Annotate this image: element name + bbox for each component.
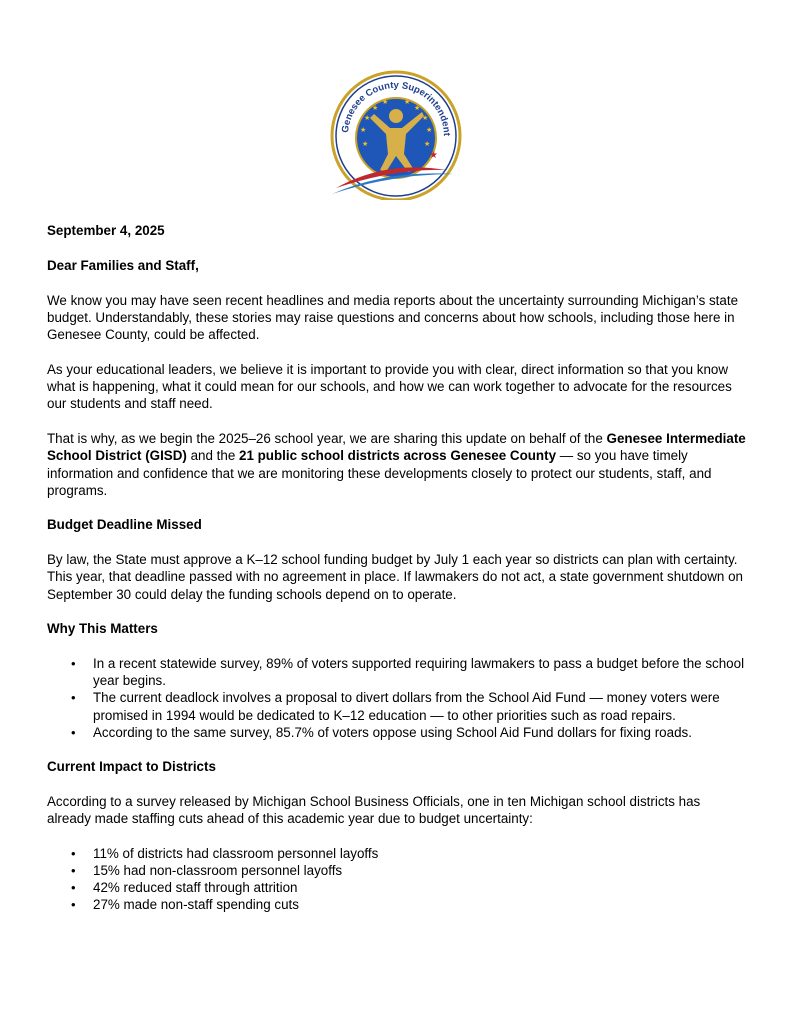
svg-text:★: ★ bbox=[404, 98, 411, 106]
list-item-text: 11% of districts had classroom personnel layoffs bbox=[93, 845, 379, 861]
letter-date: September 4, 2025 bbox=[47, 223, 165, 238]
svg-text:★: ★ bbox=[429, 150, 438, 161]
paragraph-deadline: By law, the State must approve a K–12 school funding budget by July 1 each year so districts can plan with certainty. This year, that deadline passed with no agreement in place. If lawmakers do not act, a state government shutdown on September 30 could delay the funding schools depend on to operate. bbox=[47, 552, 743, 602]
svg-text:★: ★ bbox=[372, 104, 379, 112]
svg-text:★: ★ bbox=[414, 104, 421, 112]
svg-text:★: ★ bbox=[422, 114, 429, 122]
update-text-a: That is why, as we begin the 2025–26 school year, we are sharing this update on behalf of the bbox=[47, 431, 607, 447]
why-matters-list bbox=[47, 655, 747, 741]
svg-text:★: ★ bbox=[360, 126, 367, 134]
list-item bbox=[47, 896, 747, 913]
heading-why-matters: Why This Matters bbox=[47, 621, 158, 637]
svg-text:★: ★ bbox=[424, 140, 431, 148]
list-item-text: 42% reduced staff through attrition bbox=[93, 879, 298, 895]
heading-current-impact: Current Impact to Districts bbox=[47, 758, 216, 774]
svg-text:★: ★ bbox=[364, 114, 371, 122]
bullet-icon: • bbox=[71, 655, 76, 671]
logo-emblem bbox=[326, 70, 466, 200]
list-item bbox=[47, 862, 747, 879]
svg-text:★: ★ bbox=[362, 140, 369, 148]
paragraph-survey: According to a survey released by Michigan School Business Officials, one in ten Michigan school districts has already made staffing cuts ahead of this academic year due to budget uncertainty: bbox=[47, 793, 701, 826]
list-item-text: According to the same survey, 85.7% of voters oppose using School Aid Fund dollars for fixing roads. bbox=[93, 724, 692, 740]
list-item-text: In a recent statewide survey, 89% of voters supported requiring lawmakers to pass a budget before the school year begins. bbox=[93, 655, 745, 689]
bullet-icon: • bbox=[71, 862, 76, 878]
list-item bbox=[47, 879, 747, 896]
impact-list bbox=[47, 845, 747, 914]
list-item-text: The current deadlock involves a proposal to divert dollars from the School Aid Fund — money voters were promised in 1994 would be dedicated to K–12 education — to other priorities such as road repairs. bbox=[93, 690, 720, 723]
svg-text:★: ★ bbox=[382, 98, 389, 106]
bullet-icon: • bbox=[71, 724, 76, 740]
bullet-icon: • bbox=[71, 690, 76, 706]
paragraph-leaders: As your educational leaders, we believe it is important to provide you with clear, direct information so that you know what is happening, what it could mean for our schools, and how we can work together to advocate for the resources our students and staff need. bbox=[47, 362, 732, 412]
gisd-name: Genesee Intermediate School District (GISD) bbox=[47, 431, 746, 464]
list-item bbox=[47, 724, 747, 741]
list-item-text: 15% had non-classroom personnel layoffs bbox=[93, 862, 343, 878]
update-text-e: — so you have timely information and confidence that we are monitoring these developments closely to protect our students, staff, and programs. bbox=[47, 448, 712, 498]
association-logo bbox=[326, 70, 466, 200]
paragraph-intro: We know you may have seen recent headlines and media reports about the uncertainty surrounding Michigan’s state budget. Understandably, these stories may raise questions and concerns about how schools, including those here in Genesee County, could be affected. bbox=[47, 292, 739, 343]
bullet-icon: • bbox=[71, 879, 76, 895]
svg-text:★: ★ bbox=[426, 126, 433, 134]
letter-greeting: Dear Families and Staff, bbox=[47, 257, 199, 273]
logo-arc-text: Genesee County Superintendent bbox=[340, 79, 453, 137]
update-text-c: and the bbox=[186, 448, 239, 464]
list-item bbox=[47, 689, 747, 723]
districts-count: 21 public school districts across Genesee County bbox=[239, 448, 557, 464]
list-item bbox=[47, 655, 747, 689]
list-item-text: 27% made non-staff spending cuts bbox=[93, 897, 299, 913]
heading-budget-deadline: Budget Deadline Missed bbox=[47, 517, 202, 533]
bullet-icon: • bbox=[71, 897, 76, 913]
letter-body bbox=[47, 222, 747, 930]
paragraph-update bbox=[47, 430, 747, 499]
list-item bbox=[47, 845, 747, 862]
bullet-icon: • bbox=[71, 845, 76, 861]
